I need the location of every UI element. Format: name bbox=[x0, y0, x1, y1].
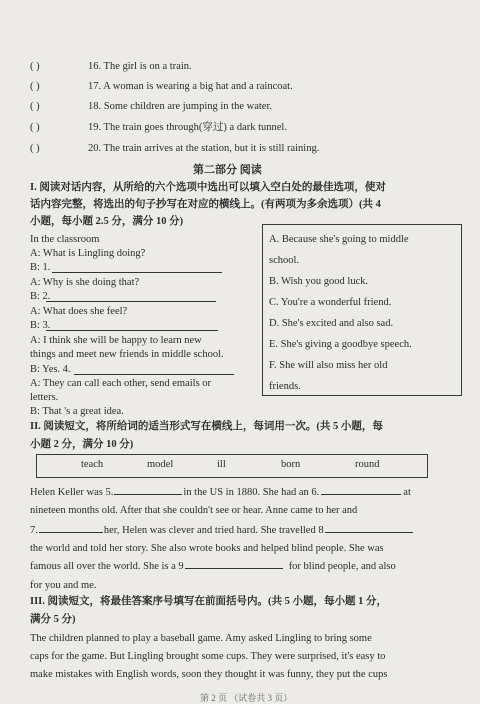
word-bank-word: born bbox=[281, 459, 301, 470]
option-e: E. She's giving a goodbye speech. bbox=[269, 339, 412, 350]
question-17 bbox=[30, 81, 293, 94]
blank-line bbox=[74, 373, 234, 375]
section3-instruction-2: 满分 5 分) bbox=[30, 614, 76, 625]
question-text: 20. The train arrives at the station, but it is still raining. bbox=[88, 143, 320, 154]
option-d: D. She's excited and also sad. bbox=[269, 318, 394, 329]
section1-instruction-2: 话内容完整，将选出的句子抄写在对应的横线上。(有两项为多余选项）(共 4 bbox=[30, 199, 381, 210]
answer-paren: ( ) bbox=[30, 122, 40, 133]
blank-line bbox=[46, 329, 218, 331]
blank-line bbox=[114, 493, 182, 495]
answer-paren: ( ) bbox=[30, 81, 40, 92]
dialogue-line: letters. bbox=[30, 392, 59, 403]
answer-paren: ( ) bbox=[30, 143, 40, 154]
section2-instruction-2: 小题 2 分，满分 10 分) bbox=[30, 439, 134, 450]
question-16 bbox=[30, 61, 192, 74]
word-bank-word: ill bbox=[217, 459, 226, 470]
passage-line: caps for the game. But Lingling brought some cups. They were surprised, it's easy to bbox=[30, 651, 386, 662]
blank-line bbox=[321, 493, 401, 495]
dialogue-line: B: That 's a great idea. bbox=[30, 406, 124, 417]
option-b: B. Wish you good luck. bbox=[269, 276, 369, 287]
dialogue-text: B: 2. bbox=[30, 291, 51, 302]
dialogue-line: things and meet new friends in middle school. bbox=[30, 349, 224, 360]
passage-line: make mistakes with English words, soon they thought it was funny, they put the cups bbox=[30, 669, 388, 680]
dialogue-text: B: 1. bbox=[30, 262, 51, 273]
answer-paren: ( ) bbox=[30, 61, 40, 72]
dialogue-text: B: 3. bbox=[30, 320, 51, 331]
section1-instruction-3: 小题，每小题 2.5 分，满分 10 分) bbox=[30, 216, 184, 227]
passage-line: nineteen months old. After that she couldn't see or hear. Anne came to her and bbox=[30, 505, 358, 516]
word-bank-word: teach bbox=[81, 459, 104, 470]
word-bank-word: round bbox=[355, 459, 380, 470]
passage-text: Helen Keller was 5. bbox=[30, 487, 114, 498]
passage-text: for blind people, and also bbox=[288, 561, 396, 572]
dialogue-line: A: What is Lingling doing? bbox=[30, 248, 146, 259]
word-bank bbox=[36, 454, 428, 478]
dialogue-line: A: What does she feel? bbox=[30, 306, 128, 317]
passage-line bbox=[30, 561, 396, 574]
option-a-cont: school. bbox=[269, 255, 300, 266]
dialogue-line: A: They can call each other, send emails or bbox=[30, 378, 212, 389]
passage-line: the world and told her story. She also wrote books and helped blind people. She was bbox=[30, 543, 384, 554]
question-19 bbox=[30, 122, 287, 135]
dialogue-line: A: I think she will be happy to learn new bbox=[30, 335, 202, 346]
passage-text: in the US in 1880. She had an 6. bbox=[183, 487, 320, 498]
blank-line bbox=[325, 531, 413, 533]
page-footer: 第 2 页 （试卷共 3 页） bbox=[200, 693, 293, 703]
question-text: 16. The girl is on a train. bbox=[88, 61, 192, 72]
answer-paren: ( ) bbox=[30, 101, 40, 112]
option-f-cont: friends. bbox=[269, 381, 301, 392]
dialogue-line: A: Why is she doing that? bbox=[30, 277, 140, 288]
question-18 bbox=[30, 101, 272, 114]
section1-instruction-1: I. 阅读对话内容，从所给的六个选项中选出可以填入空白处的最佳选项，使对 bbox=[30, 182, 386, 193]
dialogue-line bbox=[30, 320, 50, 333]
part-title: 第二部分 阅读 bbox=[193, 164, 262, 176]
question-20 bbox=[30, 143, 319, 156]
section2-instruction-1: II. 阅读短文，将所给词的适当形式写在横线上，每词用一次。(共 5 小题，每 bbox=[30, 421, 383, 432]
options-box bbox=[262, 224, 462, 396]
blank-line bbox=[52, 271, 222, 273]
blank-line bbox=[39, 531, 103, 533]
dialogue-line bbox=[30, 291, 50, 304]
dialogue-line bbox=[30, 262, 50, 275]
dialogue-text: B: Yes. 4. bbox=[30, 364, 71, 375]
blank-line bbox=[185, 567, 283, 569]
section3-instruction-1: III. 阅读短文，将最佳答案序号填写在前面括号内。(共 5 小题，每小题 1 分， bbox=[30, 596, 388, 607]
passage-line: for you and me. bbox=[30, 580, 97, 591]
passage-text: famous all over the world. She is a 9 bbox=[30, 561, 184, 572]
passage-text: at bbox=[403, 487, 411, 498]
word-bank-word: model bbox=[147, 459, 174, 470]
question-text: 19. The train goes through(穿过) a dark tunnel. bbox=[88, 122, 287, 133]
passage-text: 7. bbox=[30, 525, 38, 536]
blank-line bbox=[46, 300, 216, 302]
passage-text: her, Helen was clever and tried hard. She travelled 8 bbox=[103, 525, 324, 536]
option-f: F. She will also miss her old bbox=[269, 360, 388, 371]
passage-line bbox=[30, 525, 413, 538]
option-a: A. Because she's going to middle bbox=[269, 234, 409, 245]
question-text: 17. A woman is wearing a big hat and a raincoat. bbox=[88, 81, 293, 92]
dialogue-line: In the classroom bbox=[30, 234, 100, 245]
passage-line: The children planned to play a baseball game. Amy asked Lingling to bring some bbox=[30, 633, 372, 644]
question-text: 18. Some children are jumping in the water. bbox=[88, 101, 272, 112]
passage-line bbox=[30, 487, 411, 500]
dialogue-line bbox=[30, 364, 71, 377]
option-c: C. You're a wonderful friend. bbox=[269, 297, 392, 308]
